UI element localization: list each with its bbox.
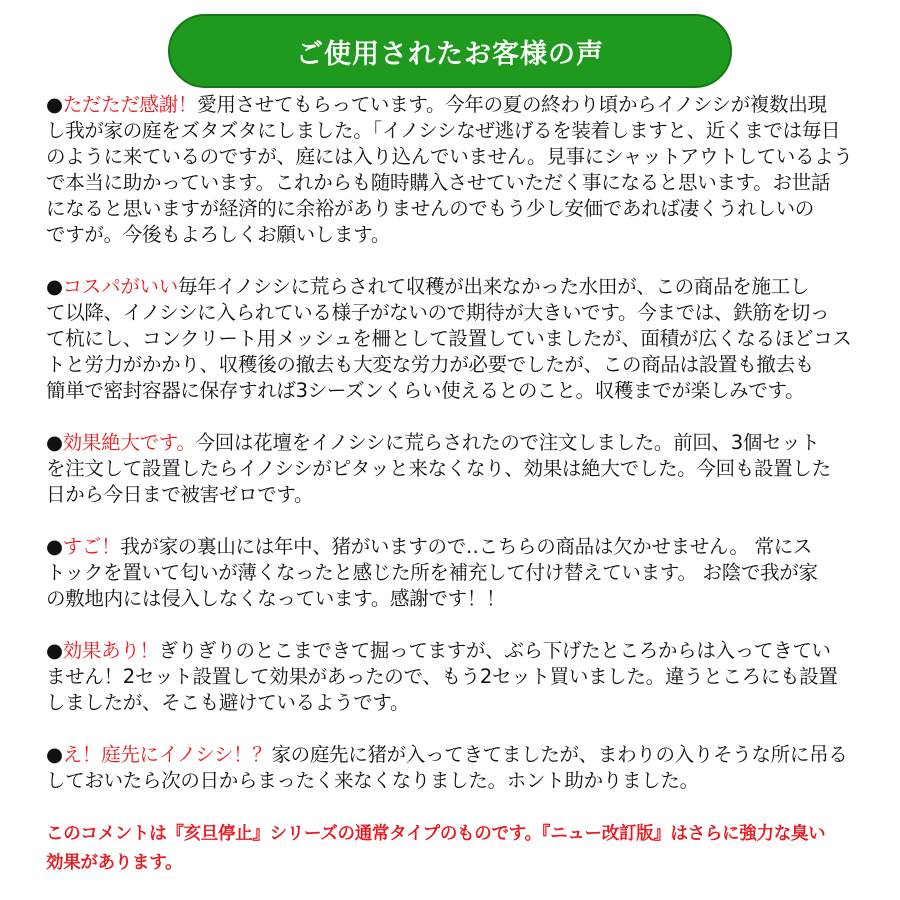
review-line: しておいたら次の日からまったく来なくなりました。ホント助かりました。 (46, 769, 699, 792)
bullet-icon: ● (46, 431, 63, 454)
review-text: 我が家の裏山には年中、猪がいますので‥こちらの商品は欠かせません。 常にス (120, 535, 813, 558)
review-line: ですが。今後もよろしくお願いします。 (46, 223, 391, 246)
review-item (46, 742, 866, 794)
bullet-icon: ● (46, 275, 63, 298)
review-line: トックを置いて匂いが薄くなったと感じた所を補充して付け替えています。 お陰で我が家 (46, 561, 818, 584)
review-item (46, 534, 866, 612)
review-line: を注文して設置したらイノシシがピタッと来なくなり、効果は絶大でした。今回も設置した (46, 457, 831, 480)
review-line: トと労力がかかり、収穫後の撤去も大変な労力が必要でしたが、この商品は設置も撤去も (46, 353, 815, 376)
review-line: のように来ているのですが、庭には入り込んでいません。見事にシャットアウトしているよう (46, 145, 853, 168)
review-text: ぎりぎりのとこまできて掘ってますが、ぶら下げたところからは入ってきてい (158, 639, 831, 662)
review-item (46, 430, 866, 508)
review-item (46, 638, 866, 716)
review-text: 愛用させてもらっています。今年の夏の終わり頃からイノシシが複数出現 (197, 93, 827, 116)
bullet-icon: ● (46, 639, 63, 662)
section-header (168, 14, 732, 88)
footnote (46, 820, 876, 878)
review-line: で本当に助かっています。これからも随時購入させていただく事になると思います。お世話 (46, 171, 831, 194)
review-label: ただただ感謝！ (62, 93, 198, 116)
review-line: になると思いますが経済的に余裕がありませんのでもう少し安価であれば凄くうれしいの (46, 197, 815, 220)
review-line (46, 638, 866, 664)
review-line: 簡単で密封容器に保存すれば3シーズンくらい使えるとのこと。収穫までが楽しみです。 (46, 379, 805, 402)
header-title: ご使用されたお客様の声 (296, 38, 604, 70)
review-label: すご！ (62, 535, 121, 558)
review-text: 今回は花壇をイノシシに荒らされたので注文しました。前回、3個セット (195, 431, 820, 454)
review-text: 家の庭先に猪が入ってきてましたが、まわりの入りそうな所に吊る (271, 743, 848, 766)
review-item (46, 274, 866, 404)
footnote-line: このコメントは『亥旦停止』シリーズの通常タイプのものです。『ニュー改訂版』はさらに強力な臭い (46, 824, 826, 844)
review-label: え！庭先にイノシシ！？ (62, 743, 272, 766)
review-line: 日から今日まで被害ゼロです。 (46, 483, 314, 506)
review-line (46, 534, 866, 560)
footnote-line: 効果があります。 (46, 853, 183, 873)
review-line: て杭にし、コンクリート用メッシュを柵として設置していましたが、面積が広くなるほどコス (46, 327, 852, 350)
review-line: て以降、イノシシに入られている様子がないので期待が大きいです。今までは、鉄筋を切っ (46, 301, 830, 324)
review-label: コスパがいい (62, 275, 178, 298)
review-text: 毎年イノシシに荒らされて収穫が出来なかった水田が、この商品を施工し (177, 275, 810, 298)
bullet-icon: ● (46, 535, 63, 558)
review-label: 効果あり！ (62, 639, 159, 662)
review-line: し我が家の庭をズタズタにしました。「イノシシなぜ逃げるを装着しますと、近くまでは毎日 (46, 119, 841, 142)
review-list (46, 92, 866, 820)
review-line: しましたが、そこも避けているようです。 (46, 691, 410, 714)
review-line (46, 92, 866, 118)
review-label: 効果絶大です。 (62, 431, 196, 454)
review-item (46, 92, 866, 248)
review-line (46, 742, 866, 768)
bullet-icon: ● (46, 93, 63, 116)
review-line (46, 274, 866, 300)
review-line (46, 430, 866, 456)
bullet-icon: ● (46, 743, 63, 766)
review-line: の敷地内には侵入しなくなっています。感謝です！！ (46, 587, 506, 610)
review-line: ません！2セット設置して効果があったので、もう2セット買いました。違うところにも設置 (46, 665, 838, 688)
